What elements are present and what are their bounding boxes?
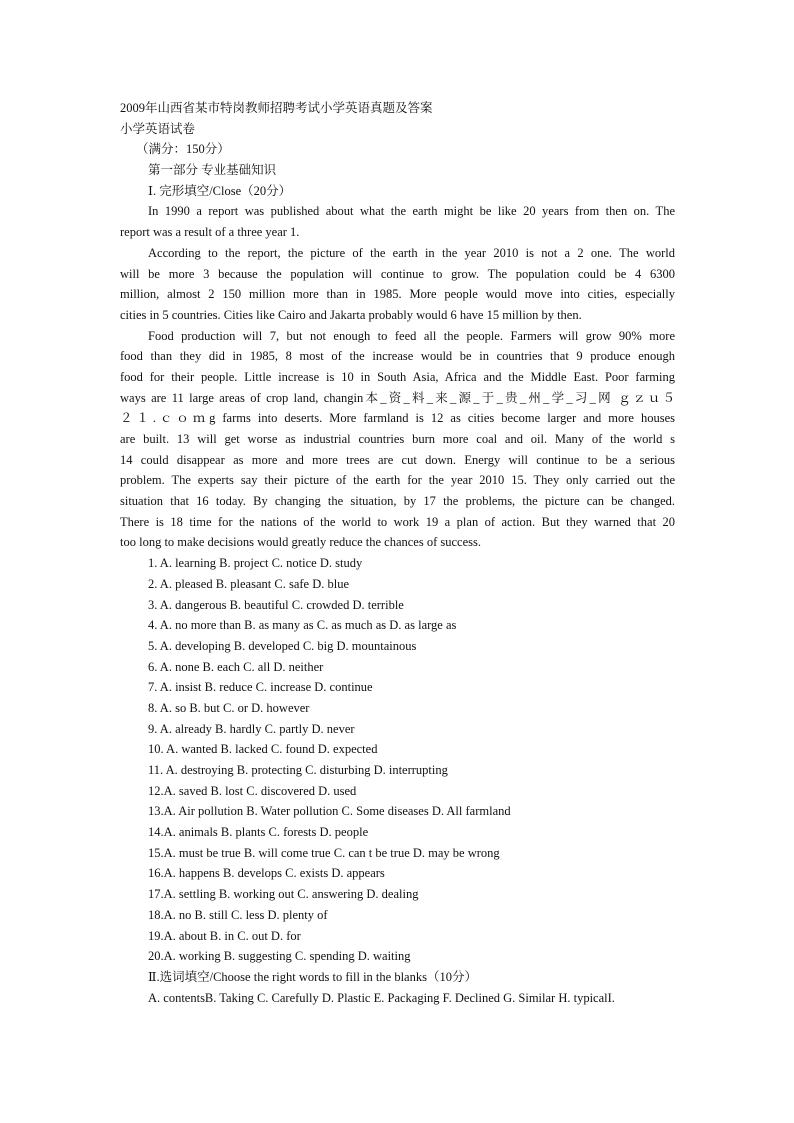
score-note: （满分：150分） xyxy=(136,142,230,157)
option-line: 19.A. about B. in C. out D. for xyxy=(148,928,301,943)
passage-line: food than they did in 1985, 8 most of the increase would be in countries that 9 produce enough xyxy=(120,349,675,364)
option-line: 7. A. insist B. reduce C. increase D. continue xyxy=(148,680,373,695)
option-line: 12.A. saved B. lost C. discovered D. used xyxy=(148,783,357,798)
document-title: 2009年山西省某市特岗教师招聘考试小学英语真题及答案 xyxy=(120,101,433,115)
cloze-passage xyxy=(120,201,675,553)
option-line: 20.A. working B. suggesting C. spending D. waiting xyxy=(148,949,411,964)
part-heading: 第一部分 专业基础知识 xyxy=(148,163,277,178)
option-line: 2. A. pleased B. pleasant C. safe D. blue xyxy=(148,576,349,591)
passage-line: ２１.ｃｏｍg farms into deserts. More farmland is 12 as cities become larger and more houses xyxy=(120,411,675,426)
exam-document xyxy=(120,98,675,1008)
passage-line: Food production will 7, but not enough to feed all the people. Farmers will grow 90% more xyxy=(148,328,675,343)
option-line: 14.A. animals B. plants C. forests D. people xyxy=(148,825,369,840)
passage-line: ways are 11 large areas of crop land, changin本_资_料_来_源_于_贵_州_学_习_网 ｇｚｕ５ xyxy=(120,390,675,405)
passage-line: 14 could disappear as more and more trees are cut down. Energy will continue to be a serious xyxy=(120,452,675,467)
passage-line: problem. The experts say their picture of the earth for the year 2010 15. They only carried out the xyxy=(120,473,675,488)
option-line: 4. A. no more than B. as many as C. as much as D. as large as xyxy=(148,618,457,633)
passage-line: In 1990 a report was published about what the earth might be like 20 years from then on. The xyxy=(148,204,675,219)
option-line: 15.A. must be true B. will come true C. can t be true D. may be wrong xyxy=(148,845,500,860)
section-heading-cloze: Ⅰ. 完形填空/Close（20分） xyxy=(148,183,292,198)
passage-line: too long to make decisions would greatly reduce the chances of success. xyxy=(120,535,481,550)
passage-line: situation that 16 today. By changing the situation, by 17 the problems, the picture can be changed. xyxy=(120,494,675,509)
option-line: 5. A. developing B. developed C. big D. mountainous xyxy=(148,638,417,653)
passage-line: cities in 5 countries. Cities like Cairo and Jakarta probably would 6 have 15 million by then. xyxy=(120,307,582,322)
option-line: 11. A. destroying B. protecting C. disturbing D. interrupting xyxy=(148,763,448,777)
passage-line: are built. 13 will get worse as industrial countries burn more coal and oil. Many of the world s xyxy=(120,432,675,446)
paper-subtitle: 小学英语试卷 xyxy=(120,121,196,136)
option-line: 18.A. no B. still C. less D. plenty of xyxy=(148,907,328,922)
passage-line: will be more 3 because the population will continue to grow. The population could be 4 6300 xyxy=(120,266,675,281)
passage-line: report was a result of a three year 1. xyxy=(120,225,300,240)
passage-line: There is 18 time for the nations of the world to work 19 a plan of action. But they warned that 20 xyxy=(120,514,675,529)
section-heading-fill-blanks: Ⅱ.选词填空/Choose the right words to fill in the blanks（10分） xyxy=(148,969,477,984)
option-line: 16.A. happens B. develops C. exists D. appears xyxy=(148,866,385,881)
option-line: 10. A. wanted B. lacked C. found D. expected xyxy=(148,742,378,757)
word-choices: A. contentsB. Taking C. Carefully D. Plastic E. Packaging F. Declined G. Similar H. typicalI. xyxy=(148,990,615,1005)
cloze-options xyxy=(120,553,675,967)
passage-line: According to the report, the picture of the earth in the year 2010 is not a 2 one. The world xyxy=(148,245,675,260)
option-line: 9. A. already B. hardly C. partly D. never xyxy=(148,721,355,736)
option-line: 3. A. dangerous B. beautiful C. crowded D. terrible xyxy=(148,597,404,612)
option-line: 13.A. Air pollution B. Water pollution C. Some diseases D. All farmland xyxy=(148,804,511,819)
option-line: 8. A. so B. but C. or D. however xyxy=(148,700,310,715)
option-line: 6. A. none B. each C. all D. neither xyxy=(148,659,324,674)
option-line: 1. A. learning B. project C. notice D. study xyxy=(148,556,363,571)
passage-line: million, almost 2 150 million more than in 1985. More people would move into cities, especially xyxy=(120,287,675,302)
option-line: 17.A. settling B. working out C. answering D. dealing xyxy=(148,887,419,902)
passage-line: food for their people. Little increase is 10 in South Asia, Africa and the Middle East. Poor farming xyxy=(120,369,675,384)
